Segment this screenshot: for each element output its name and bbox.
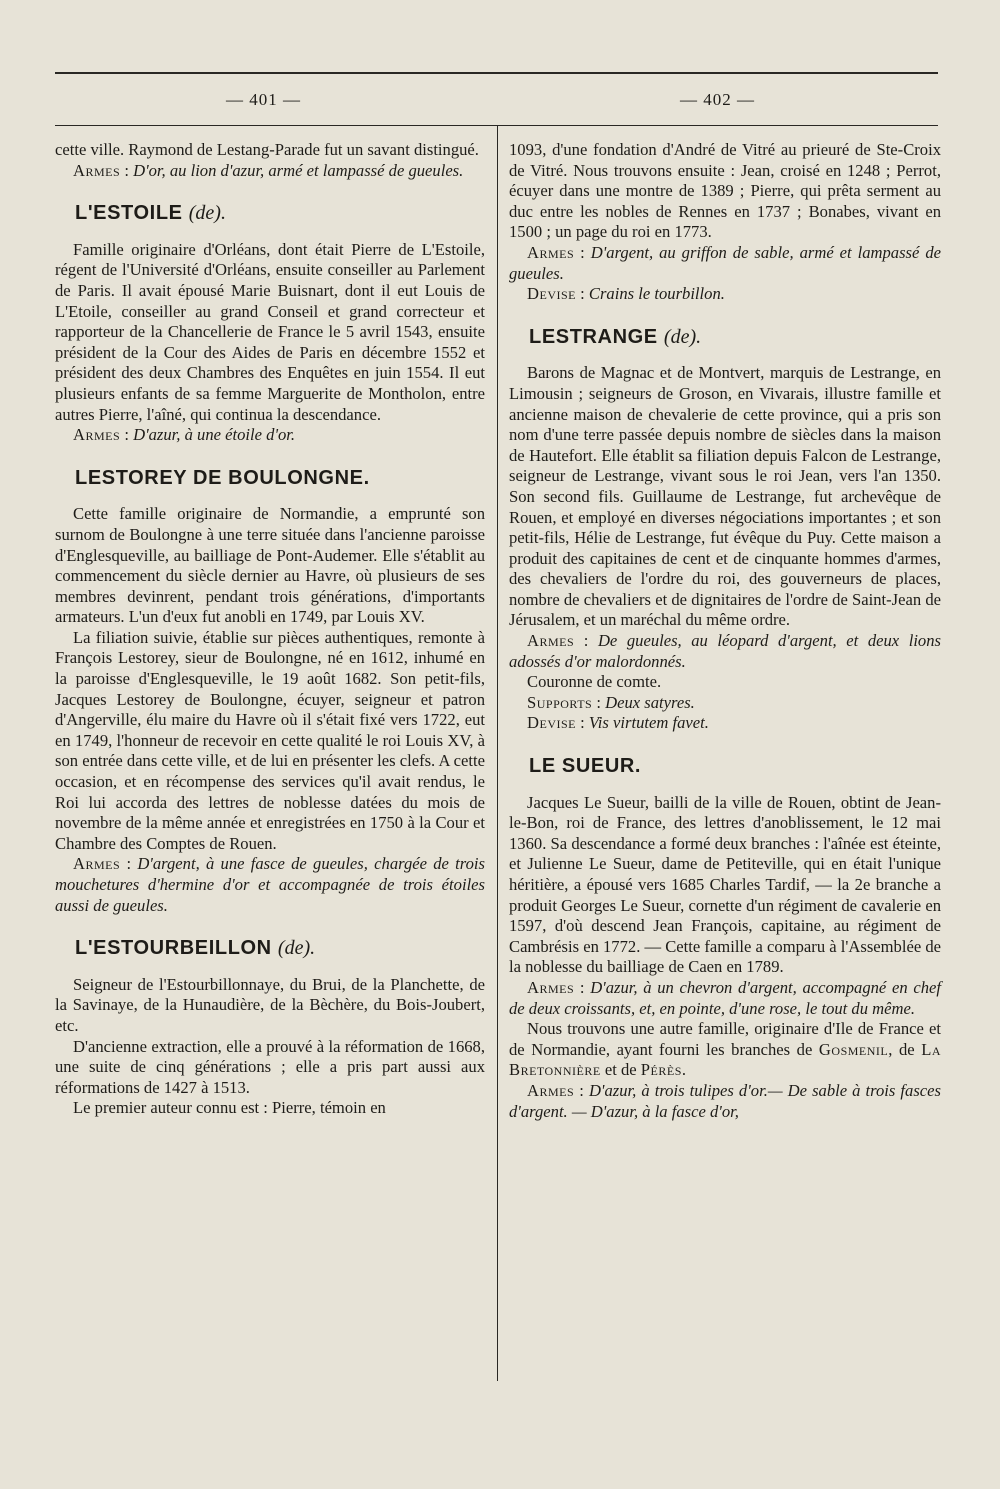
armes-label: Armes [73, 160, 121, 180]
armes-label: Armes [527, 631, 575, 651]
left-column [55, 140, 485, 1119]
armes-text: D'argent, au griffon de sable, armé et lampassé de gueules. [509, 242, 941, 283]
devise-label: Devise [527, 713, 576, 733]
paragraph: La filiation suivie, établie sur pièces authentiques, remonte à François Lestorey, sieur de Boulongne, né en 1612, inhumé en la paroisse d'Englesqueville, le 19 août 1682. Son petit-fils, Jacques Lestorey de Boulongne, écuyer, seigneur et patron d'Angerville, élu maire du Havre où il s'était fixé vers 1722, eut en 1749, l'honneur de recevoir en cette qualité le roi Louis XV, à son entrée dans cette ville, et de lui en présenter les clefs. A cette occasion, et en récompense des services qu'il avait rendus, le Roi lui accorda des lettres de noblesse datées du mois de novembre de la même année et enregistrées en 1750 à la Cour et Chambre des Comptes de Rouen. [55, 627, 485, 853]
paragraph: D'ancienne extraction, elle a prouvé à la réformation de 1668, une suite de cinq générations ; elle a pris part aussi aux réformations de 1427 à 1513. [55, 1036, 485, 1097]
page-number-left: — 401 — [226, 90, 301, 109]
entry-heading-le-sueur [509, 756, 941, 777]
separator: et de [604, 1060, 637, 1080]
entry-particle: (de). [188, 202, 226, 225]
entry-title: LE SUEUR. [529, 755, 642, 778]
branch-name: Gosmenil [818, 1039, 889, 1059]
entry-particle: (de). [277, 937, 316, 960]
armes-text: D'azur, à trois tulipes d'or.— De sable à trois fasces d'argent. — D'azur, à la fasce d'or, [509, 1080, 941, 1121]
top-rule [55, 72, 938, 74]
armes-text: D'argent, à une fasce de gueules, chargée de trois mouchetures d'hermine d'or et accompagnée de trois étoiles aussi de gueules. [55, 854, 485, 915]
paragraph: Le premier auteur connu est : Pierre, témoin en [73, 1098, 386, 1118]
separator: . [681, 1060, 687, 1080]
armes-line: Armes : D'argent, au griffon de sable, armé et lampassé de gueules. [509, 242, 941, 283]
armes-line: Armes : D'or, au lion d'azur, armé et lampassé de gueules. [73, 160, 464, 180]
paragraph: 1093, d'une fondation d'André de Vitré au prieuré de Ste-Croix de Vitré. Nous trouvons ensuite : Jean, croisé en 1248 ; Perrot, écuyer dans une montre de 1389 ; Pierre, qui prêta serment au duc entre les nobles de Rennes en 1737 ; Bonabes, vivant en 1500 ; un page du roi en 1773. [509, 140, 941, 242]
branch-name: Pérès [640, 1060, 682, 1080]
armes-text: D'azur, à une étoile d'or. [133, 425, 296, 445]
entry-particle: (de). [663, 325, 702, 348]
devise-line: Devise : Vis virtutem favet. [527, 713, 709, 733]
armes-line: Armes : D'azur, à trois tulipes d'or.— De sable à trois fasces d'argent. — D'azur, à la fasce d'or, [509, 1080, 941, 1121]
separator: , de [888, 1039, 915, 1059]
supports-line: Supports : Deux satyres. [527, 692, 695, 712]
armes-text: D'or, au lion d'azur, armé et lampassé de gueules. [133, 160, 464, 180]
armes-text: De gueules, au léopard d'argent, et deux lions adossés d'or malordonnés. [509, 631, 941, 671]
armes-label: Armes [73, 425, 121, 445]
armes-line: Armes : D'azur, à une étoile d'or. [73, 425, 296, 445]
entry-heading-estourbeillon [55, 938, 485, 959]
paragraph: cette ville. Raymond de Lestang-Parade fut un savant distingué. [55, 140, 479, 159]
entry-title: L'ESTOILE [75, 202, 183, 225]
devise-label: Devise [527, 284, 576, 304]
armes-text: D'azur, à un chevron d'argent, accompagné en chef de deux croissants, et, en pointe, d'une rose, le tout du même. [509, 977, 941, 1018]
paragraph: Cette famille originaire de Normandie, a emprunté son surnom de Boulongne à une terre située dans l'ancienne paroisse d'Englesqueville, au bailliage de Pont-Audemer. Elle s'établit au commencement du siècle dernier au Havre, où plusieurs de ses membres devinrent, pendant trois générations, d'importants armateurs. L'un d'eux fut anobli en 1749, par Louis XV. [55, 504, 485, 627]
branch-name: La Bretonnière [509, 1039, 941, 1080]
paragraph: Famille originaire d'Orléans, dont était Pierre de L'Estoile, régent de l'Université d'Orléans, ensuite conseiller au Parlement de Paris. Il avait épousé Marie Buisnart, dont il eut Louis de L'Etoile, conseiller au grand Conseil et grand correcteur et rapporteur de la Chancellerie de France le 5 avril 1543, ensuite président de la Cour des Aides de Paris en décembre 1552 et président des deux Chambres des Enquêtes en juin 1554. Il eut plusieurs enfants de sa femme Marguerite de Montholon, entre autres Pierre, l'aîné, qui continua la descendance. [55, 239, 485, 424]
armes-label: Armes [527, 977, 575, 997]
armes-line: Armes : D'argent, à une fasce de gueules, chargée de trois mouchetures d'hermine d'or et accompagnée de trois étoiles aussi de gueules. [55, 854, 485, 915]
paragraph [509, 1019, 941, 1081]
paragraph: Jacques Le Sueur, bailli de la ville de Rouen, obtint de Jean-le-Bon, roi de France, des lettres d'anoblissement, le 12 mai 1360. Sa descendance a formé deux branches : l'aînée est éteinte, et Julienne Le Sueur, dame de Petiteville, qui en était l'unique héritière, a épousé vers 1685 Charles Tardif, — la 2e branche a produit Georges Le Sueur, cornette d'un régiment de cavalerie en 1597, d'où descend Jean François, capitaine, au régiment de Cambrésis en 1772. — Cette famille a comparu à l'Assemblée de la noblesse du bailliage de Caen en 1789. [509, 792, 941, 977]
supports-text: Deux satyres. [605, 692, 695, 712]
entry-heading-estoile [55, 203, 485, 224]
entry-title: LESTRANGE [529, 325, 658, 348]
paragraph-text: Nous trouvons une autre famille, originaire d'Ile de France et de Normandie, ayant fourni les branches de [509, 1019, 941, 1059]
devise-line: Devise : Crains le tourbillon. [527, 284, 725, 304]
column-divider [497, 126, 498, 1381]
entry-heading-lestrange [509, 327, 941, 348]
armes-line: Armes : D'azur, à un chevron d'argent, accompagné en chef de deux croissants, et, en pointe, d'une rose, le tout du même. [509, 977, 941, 1018]
supports-label: Supports [527, 692, 593, 712]
page-number-right: — 402 — [680, 90, 755, 109]
paragraph: Barons de Magnac et de Montvert, marquis de Lestrange, en Limousin ; seigneurs de Groson, en Vivarais, illustre famille et ancienne maison de chevalerie de cette province, qui a pris son nom d'une terre passée depuis nombre de siècles dans la maison de Hautefort. Elle établit sa filiation depuis Falcon de Lestrange, seigneur de Lestrange, vivant sous le roi Jean, vers l'an 1350. Son second fils. Guillaume de Lestrange, fut archevêque de Rouen, et employé en diverses négociations importantes ; et son petit-fils, Hélie de Lestrange, fut évêque du Puy. Cette maison a produit des capitaines de cent et de cinquante hommes d'armes, des chevaliers de l'ordre du roi, des gouverneurs de places, nombre de chevaliers et de dignitaires de l'ordre de Saint-Jean de Jérusalem, et un maréchal du même ordre. [509, 363, 941, 630]
armes-label: Armes [73, 854, 121, 874]
couronne-line: Couronne de comte. [527, 672, 662, 692]
armes-line: Armes : De gueules, au léopard d'argent, et deux lions adossés d'or malordonnés. [509, 631, 941, 671]
entry-title: L'ESTOURBEILLON [75, 937, 272, 960]
entry-heading-lestorey [55, 468, 485, 489]
devise-text: Crains le tourbillon. [588, 284, 725, 304]
right-column [509, 140, 941, 1122]
devise-text: Vis virtutem favet. [588, 713, 709, 733]
entry-title: LESTOREY DE BOULONGNE. [75, 466, 370, 489]
armes-label: Armes [527, 242, 575, 262]
paragraph: Seigneur de l'Estourbillonnaye, du Brui, de la Planchette, de la Savinaye, de la Hunaudière, de la Bèchère, du Bois-Joubert, etc. [55, 974, 485, 1035]
armes-label: Armes [527, 1080, 575, 1100]
